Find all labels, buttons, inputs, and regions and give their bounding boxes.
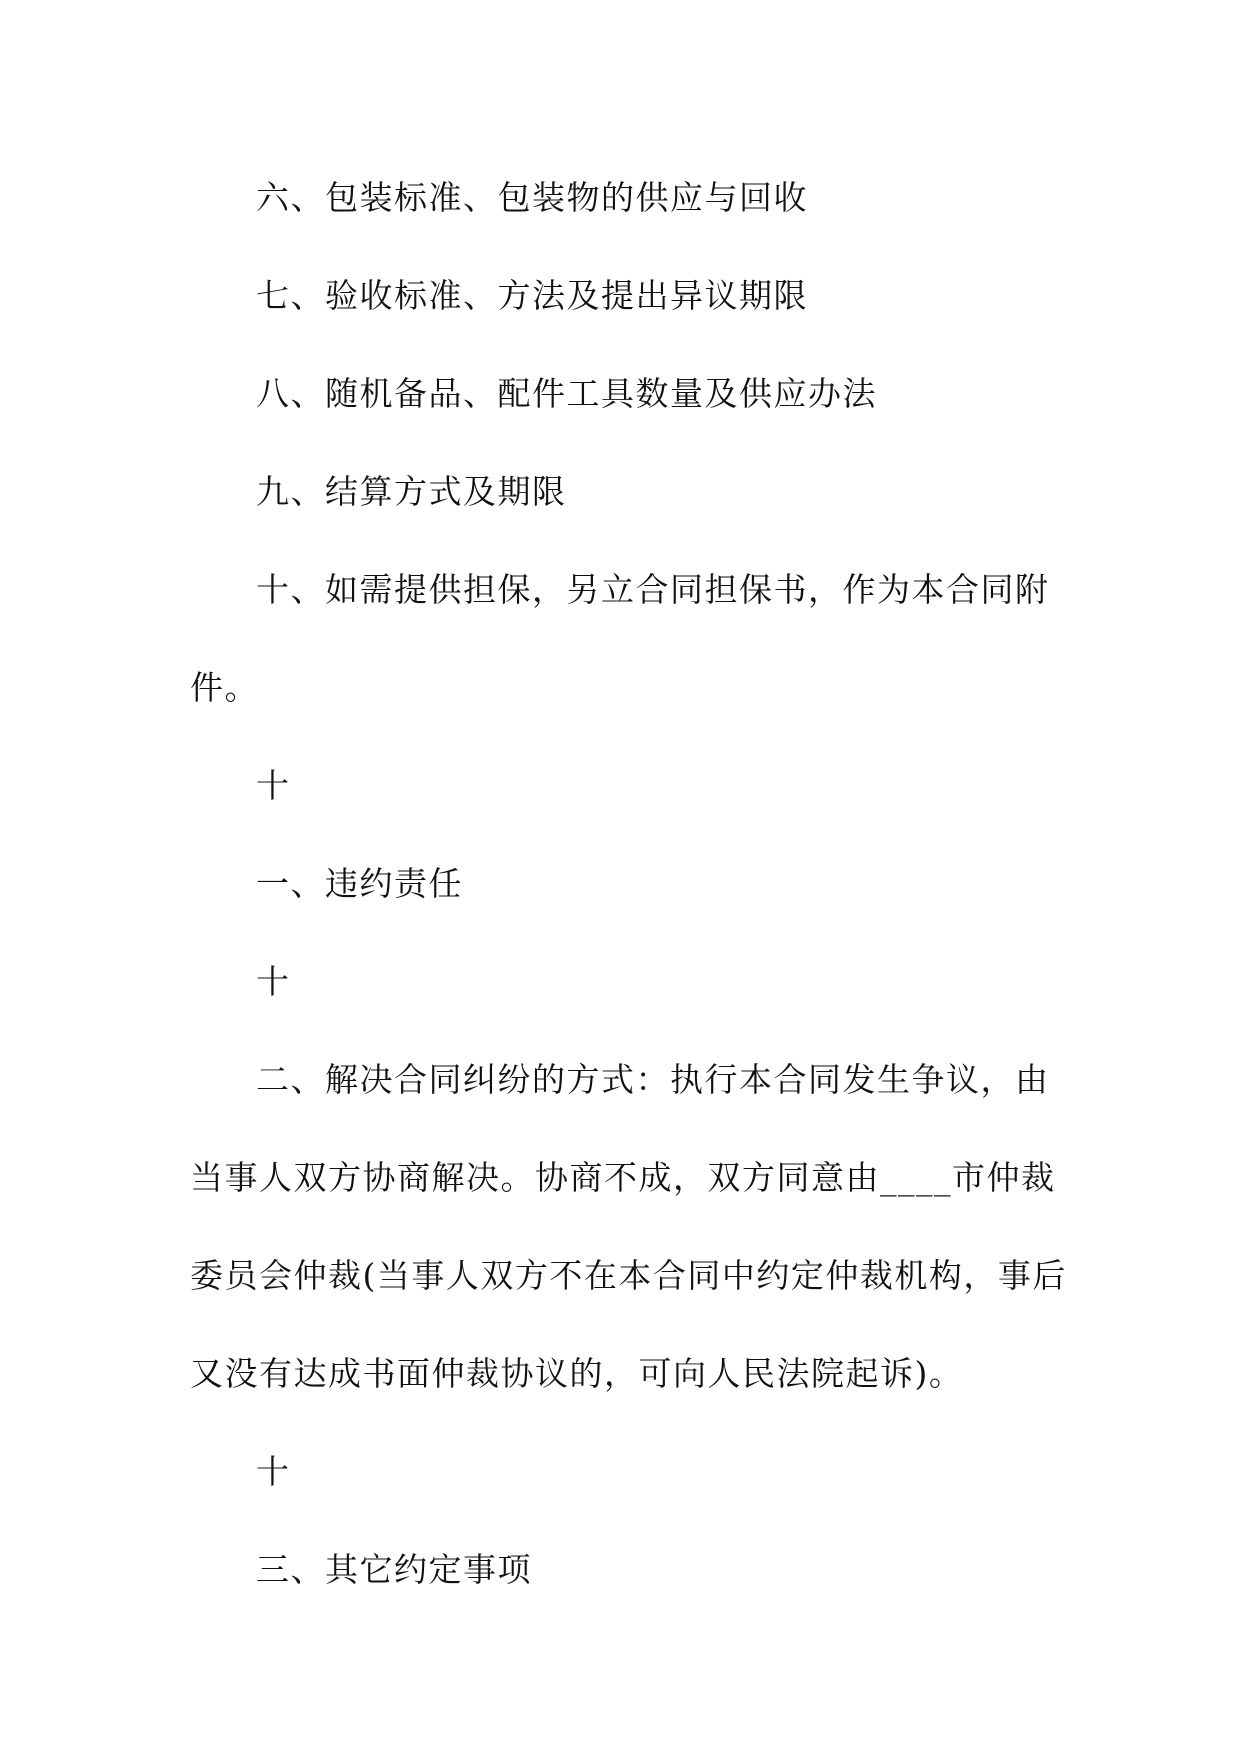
- clause-11-number: 十: [256, 766, 291, 805]
- clause-13-other-matters: 三、其它约定事项: [256, 1550, 532, 1589]
- clause-13-number: 十: [256, 1452, 291, 1491]
- clause-10-guarantee-continued: 件。: [190, 668, 259, 707]
- clause-11-breach-liability: 一、违约责任: [256, 864, 463, 903]
- clause-12-text-line-4: 又没有达成书面仲裁协议的，可向人民法院起诉)。: [190, 1354, 964, 1393]
- clause-8-spare-parts: 八、随机备品、配件工具数量及供应办法: [256, 374, 877, 413]
- clause-6-packaging: 六、包装标准、包装物的供应与回收: [256, 178, 808, 217]
- clause-9-settlement: 九、结算方式及期限: [256, 472, 567, 511]
- clause-12-text-line-3: 委员会仲裁(当事人双方不在本合同中约定仲裁机构，事后: [190, 1256, 1067, 1295]
- clause-12-text-line-2: 当事人双方协商解决。协商不成，双方同意由____市仲裁: [190, 1158, 1056, 1197]
- clause-12-number: 十: [256, 962, 291, 1001]
- clause-12-dispute-resolution: 二、解决合同纠纷的方式：执行本合同发生争议，由: [256, 1060, 1050, 1099]
- clause-7-acceptance: 七、验收标准、方法及提出异议期限: [256, 276, 808, 315]
- clause-10-guarantee: 十、如需提供担保，另立合同担保书，作为本合同附: [256, 570, 1050, 609]
